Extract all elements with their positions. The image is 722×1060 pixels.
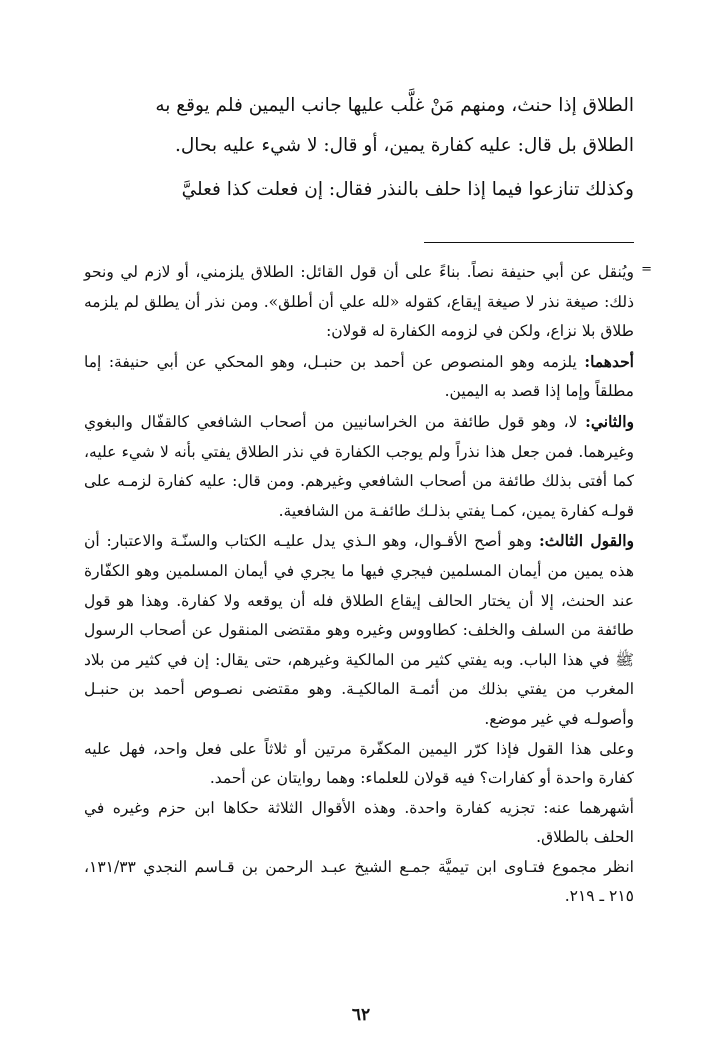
main-line-2: الطلاق بل قال: عليه كفارة يمين، أو قال: لا شيء عليه بحال.: [174, 135, 634, 156]
footnote-third-opinion: [84, 526, 634, 734]
footnote-repetition-paragraph: وعلى هذا القول فإذا كرّر اليمين المكفّرة مرتين أو ثلاثاً على فعل واحد، فهل عليه كفارة واحدة أو كفارات؟ فيه قولان للعلماء: وهما روايتان عن أحمد.: [84, 739, 634, 788]
footnote-first-opinion: [84, 347, 634, 407]
second-opinion-label: والثاني:: [585, 411, 634, 431]
third-opinion-text: وهو أصح الأقـوال، وهو الـذي يدل عليـه الكتاب والسنّـة والاعتبار: أن هذه يمين من أيمان المسلمين فيجري فيها ما يجري في أيمان المسلمين وهو الكفّارة عند الحنث، إلا أن يختار الحالف إيقاع الطلاق فله أن يوقعه ولا كفارة. وهذا هو قول طائفة من السلف والخلف: كطاووس وغيره وهو مقتضى المنقول عن أصحاب الرسول ﷺ في هذا الباب. وبه يفتي كثير من المالكية وغيرهم، حتى يقال: إن في كثير من بلاد المغرب من يفتي بذلك من أئمـة المالكيـة. وهو مقتضى نصـوص أحمد بن حنبـل وأصولـه في غير موضع.: [84, 532, 634, 728]
footnote-more-famous-paragraph: أشهرهما عنه: تجزيه كفارة واحدة. وهذه الأقوال الثلاثة حكاها ابن حزم وغيره في الحلف بالطلاق.: [84, 798, 634, 847]
first-opinion-label: أحدهما:: [584, 351, 634, 371]
page-number: ٦٢: [351, 1005, 371, 1025]
third-opinion-label: والقول الثالث:: [538, 531, 634, 551]
footnote-continuation-marker: =: [641, 262, 652, 277]
footnote-source-reference: انظر مجموع فتـاوى ابن تيميَّة جمـع الشيخ عبـد الرحمن بن قـاسم النجدي ١٣١/٣٣، ٢١٥ ـ ٢١٩.: [84, 857, 634, 906]
footnote-separator: [424, 242, 634, 243]
footnote-block: [84, 258, 634, 912]
main-line-1: الطلاق إذا حنث، ومنهم مَنْ غلَّب عليها جانب اليمين فلم يوقع به: [155, 95, 634, 116]
main-text: [84, 86, 634, 210]
footnote-intro: ويُنقل عن أبي حنيفة نصاً. بناءً على أن قول القائل: الطلاق يلزمني، أو لازم لي ونحو ذلك: صيغة نذر لا صيغة إيقاع، كقوله «لله علي أن أطلق». ومن نذر أن يطلق لم يلزمه طلاق بلا نزاع، ولكن في لزومه الكفارة له قولان:: [84, 263, 634, 341]
main-line-3: وكذلك تنازعوا فيما إذا حلف بالنذر فقال: إن فعلت كذا فعليَّ: [181, 179, 634, 200]
footnote-second-opinion: [84, 407, 634, 526]
first-opinion-text: يلزمه وهو المنصوص عن أحمد بن حنبـل، وهو المحكي عن أبي حنيفة: إما مطلقاً وإما إذا قصد به اليمين.: [84, 352, 634, 401]
second-opinion-text: لا، وهو قول طائفة من الخراسانيين من أصحاب الشافعي كالقفّال والبغوي وغيرهما. فمن جعل هذا نذراً ولم يوجب الكفارة في نذر الطلاق يفتي بأنه لا شيء عليه، كما أفتى بذلك طائفة من أصحاب الشافعي وغيرهم. ومن قال: عليه كفارة لزمـه على قولـه كفارة يمين، كمـا يفتي بذلـك طائفـة من الشافعية.: [84, 412, 634, 520]
